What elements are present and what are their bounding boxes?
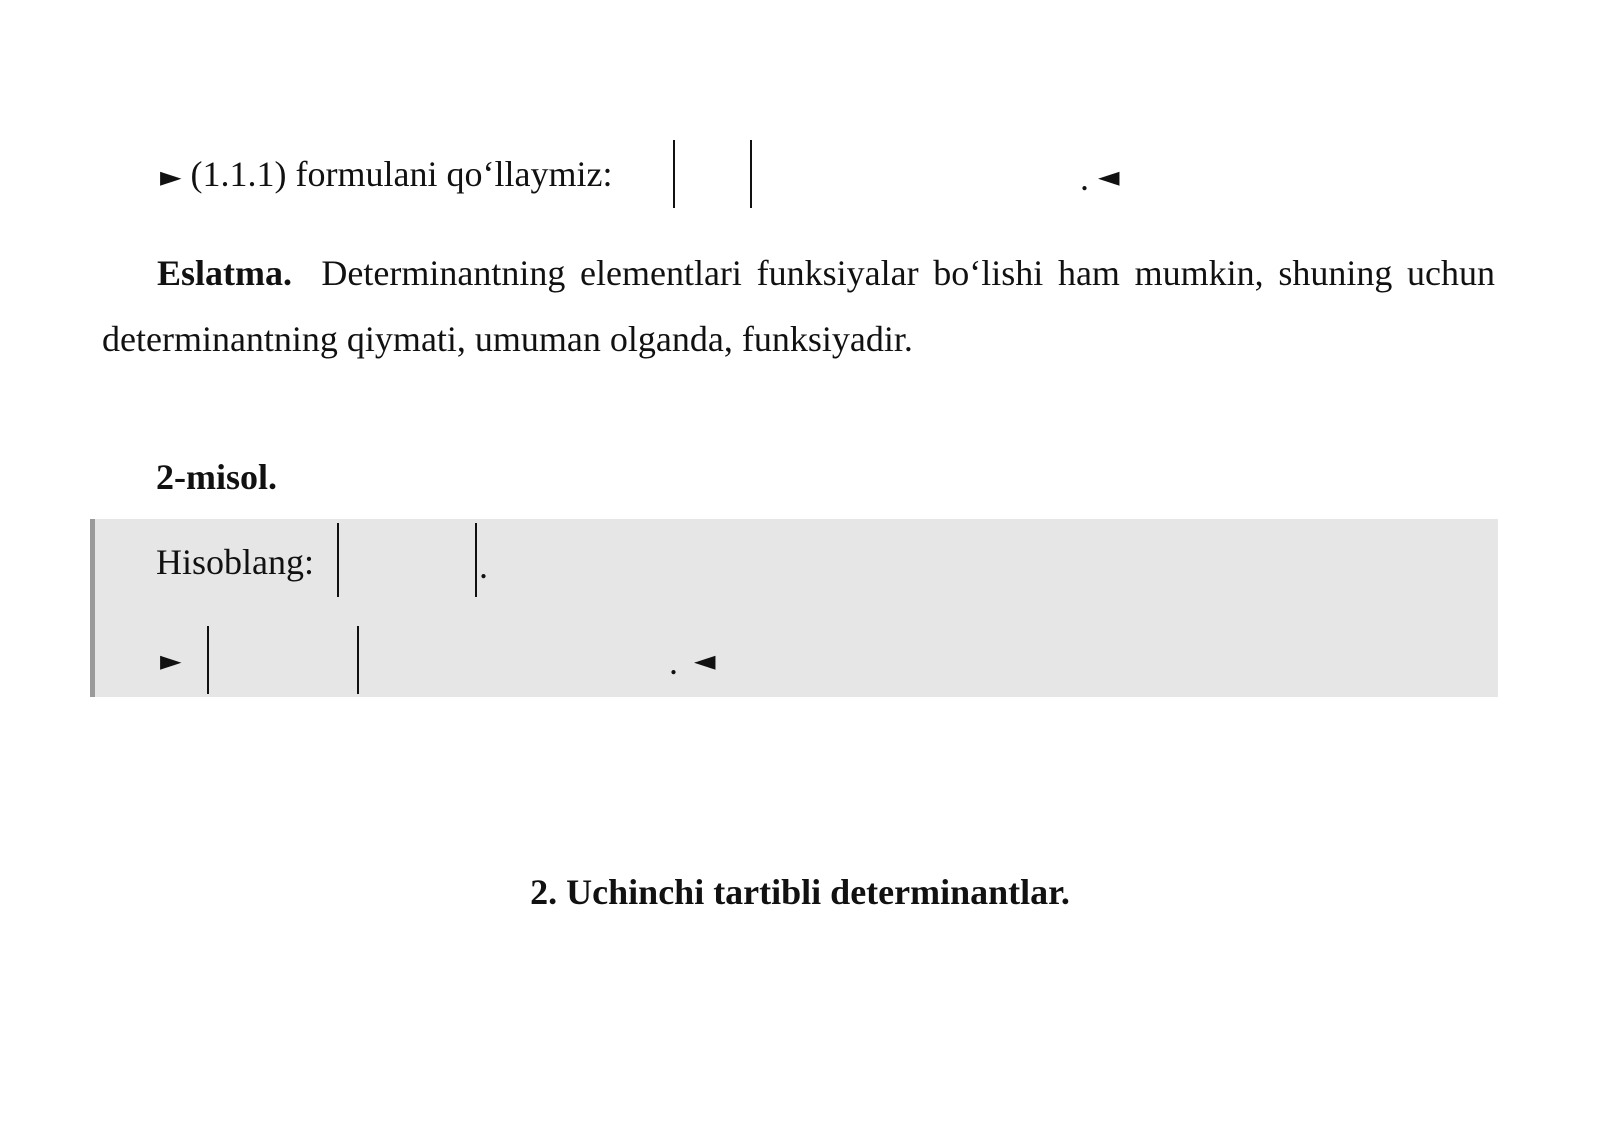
- formula-line: [160, 152, 612, 199]
- note-label: Eslatma.: [157, 253, 292, 293]
- formula-period: .: [1080, 158, 1089, 198]
- example-solution-end-icon: ◄: [694, 644, 716, 677]
- determinant-right-bar: [750, 140, 752, 208]
- solution-end-icon: ◄: [1098, 160, 1120, 193]
- note-text: Determinantning elementlari funksiyalar bo‘lishi ham mumkin, shuning uchun determinantning qiymati, umuman olganda, funksiyadir.: [102, 253, 1495, 359]
- example-prompt-period: .: [479, 546, 488, 586]
- note-paragraph: [102, 240, 1495, 372]
- example-solution-right-bar: [357, 626, 359, 694]
- example-solution-start-icon: ►: [160, 644, 182, 677]
- solution-start-icon: ►: [160, 160, 182, 193]
- example-determinant-left-bar: [337, 523, 339, 597]
- example-determinant-right-bar: [475, 523, 477, 597]
- example-solution-period: .: [669, 642, 678, 682]
- determinant-left-bar: [673, 140, 675, 208]
- section-heading: 2. Uchinchi tartibli determinantlar.: [530, 872, 1070, 912]
- example-solution-left-bar: [207, 626, 209, 694]
- example-prompt: Hisoblang:: [156, 542, 314, 582]
- example-title: 2-misol.: [156, 457, 277, 497]
- formula-reference-text: (1.1.1) formulani qo‘llaymiz:: [190, 154, 613, 194]
